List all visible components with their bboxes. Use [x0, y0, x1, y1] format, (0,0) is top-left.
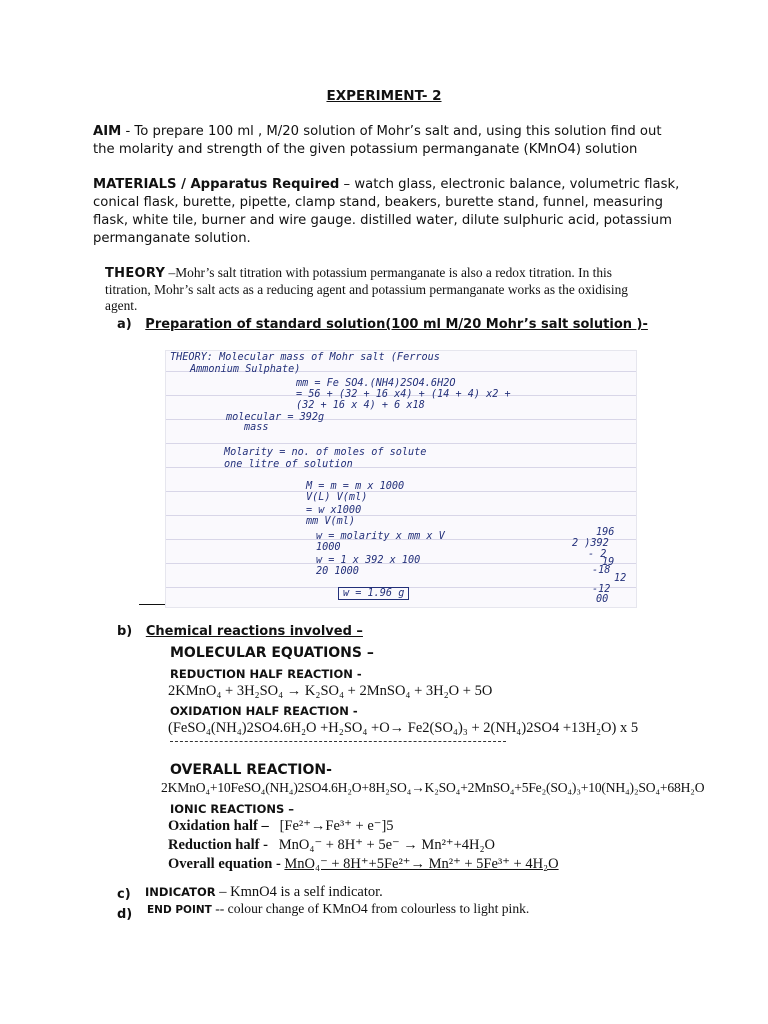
molecular-equations-label: MOLECULAR EQUATIONS – — [170, 645, 374, 661]
section-b-marker: b) — [117, 624, 133, 639]
hw-side: 00 — [596, 594, 609, 605]
materials-line3: flask, white tile, burner and wire gauge. distilled water, dilute sulphuric acid, potassium — [93, 213, 672, 228]
hw-line: one litre of solution — [224, 459, 353, 470]
reduction-half-label: REDUCTION HALF REACTION - — [170, 667, 362, 681]
theory-line3: agent. — [105, 298, 138, 313]
indicator-row — [145, 884, 383, 901]
end-point-label: END POINT — [147, 904, 212, 916]
overall-reaction-label: OVERALL REACTION- — [170, 762, 332, 778]
hw-line: THEORY: Molecular mass of Mohr salt (Ferrous — [170, 352, 440, 363]
hw-line: mass — [244, 422, 269, 433]
indicator-text: – KmnO4 is a self indicator. — [215, 884, 383, 900]
aim-line2: the molarity and strength of the given potassium permanganate (KMnO4) solution — [93, 142, 638, 157]
section-b-title: Chemical reactions involved – — [145, 624, 363, 639]
materials-label: MATERIALS / Apparatus Required — [93, 177, 340, 192]
hw-side: 2 )392 — [572, 538, 609, 549]
end-point-row — [147, 901, 529, 917]
theory-paragraph — [105, 265, 677, 314]
hw-line: Molarity = no. of moles of solute — [224, 447, 427, 458]
materials-line1: – watch glass, electronic balance, volumetric flask, — [339, 177, 680, 192]
aim-label: AIM — [93, 124, 122, 139]
oxidation-half-label: OXIDATION HALF REACTION - — [170, 704, 358, 718]
hw-line: 20 1000 — [316, 566, 359, 577]
handwritten-notes — [165, 350, 637, 608]
section-d-marker: d) — [117, 907, 133, 922]
overall-ionic-eq: MnO₄⁻ + 8H⁺+5Fe²⁺→ Mn²⁺ + 5Fe³⁺ + 4H₂O — [284, 856, 559, 872]
oxidation-half-label: Oxidation half – — [168, 818, 269, 834]
hw-line: w = molarity x mm x V — [316, 531, 445, 542]
section-b-heading — [117, 624, 363, 639]
hw-side: - 2 — [588, 549, 607, 560]
hw-line: V(L) V(ml) — [306, 492, 368, 503]
hw-line: M = m = m x 1000 — [306, 481, 405, 492]
hw-line: (32 + 16 x 4) + 6 x18 — [296, 400, 425, 411]
section-a-marker: a) — [117, 317, 132, 332]
reduction-equation: 2KMnO₄ + 3H₂SO₄ → K₂SO₄ + 2MnSO₄ + 3H₂O + 5O — [168, 683, 493, 699]
hw-line: molecular = 392g — [226, 412, 325, 423]
reduction-half-eq: MnO₄⁻ + 8H⁺ + 5e⁻ → Mn²⁺+4H₂O — [278, 837, 495, 853]
theory-line1: –Mohr’s salt titration with potassium permanganate is also a redox titration. In this — [165, 265, 612, 280]
theory-line2: titration, Mohr’s salt acts as a reducing agent and potassium permanganate works as the oxidising — [105, 282, 628, 297]
oxidation-half-eq: [Fe²⁺→Fe³⁺ + e⁻]5 — [279, 818, 394, 834]
hw-line: w = 1 x 392 x 100 — [316, 555, 421, 566]
aim-paragraph — [93, 123, 683, 159]
end-point-text: -- colour change of KMnO4 from colourless to light pink. — [211, 901, 530, 916]
hw-line: 1000 — [316, 542, 341, 553]
materials-paragraph — [93, 176, 683, 248]
theory-label: THEORY — [105, 266, 166, 281]
hw-line: mm = Fe SO4.(NH4)2SO4.6H2O — [296, 378, 456, 389]
materials-line4: permanganate solution. — [93, 231, 251, 246]
page-title: EXPERIMENT- 2 — [326, 88, 442, 104]
hw-result: w = 1.96 g — [338, 587, 409, 600]
section-a-heading — [117, 317, 648, 332]
separator-line — [170, 741, 506, 742]
hw-line: = w x1000 — [306, 505, 362, 516]
reduction-half-label: Reduction half - — [168, 837, 268, 853]
oxidation-equation: (FeSO₄(NH₄)2SO4.6H₂O +H₂SO₄ +O→ Fe2(SO₄)₃ + 2(NH₄)2SO4 +13H₂O) x 5 — [168, 720, 639, 736]
hw-side: -12 — [592, 584, 611, 595]
oxidation-half-row — [168, 818, 394, 835]
underline-stub — [139, 604, 165, 605]
overall-equation: 2KMnO₄+10FeSO₄(NH₄)2SO4.6H₂O+8H₂SO₄→K₂SO₄+2MnSO₄+5Fe₂(SO₄)₃+10(NH₄)₂SO₄+68H₂O — [161, 780, 705, 795]
hw-side: 196 — [596, 527, 615, 538]
hw-side: 19 — [602, 557, 615, 568]
reduction-half-row — [168, 837, 495, 854]
section-a-title: Preparation of standard solution(100 ml M/20 Mohr’s salt solution )- — [145, 317, 648, 332]
overall-ionic-row — [168, 856, 559, 873]
section-c-marker: c) — [117, 887, 131, 902]
ionic-reactions-label: IONIC REACTIONS – — [170, 802, 295, 816]
hw-line: mm V(ml) — [306, 516, 356, 527]
hw-line: Ammonium Sulphate) — [190, 364, 301, 375]
hw-side: -18 — [592, 565, 611, 576]
overall-ionic-label: Overall equation - — [168, 856, 281, 872]
materials-line2: conical flask, burette, pipette, clamp stand, beakers, burette stand, funnel, measuring — [93, 195, 663, 210]
aim-line1: - To prepare 100 ml , M/20 solution of Mohr’s salt and, using this solution find out — [121, 124, 662, 139]
hw-side: 12 — [614, 573, 627, 584]
hw-line: = 56 + (32 + 16 x4) + (14 + 4) x2 + — [296, 389, 511, 400]
indicator-label: INDICATOR — [145, 885, 216, 899]
